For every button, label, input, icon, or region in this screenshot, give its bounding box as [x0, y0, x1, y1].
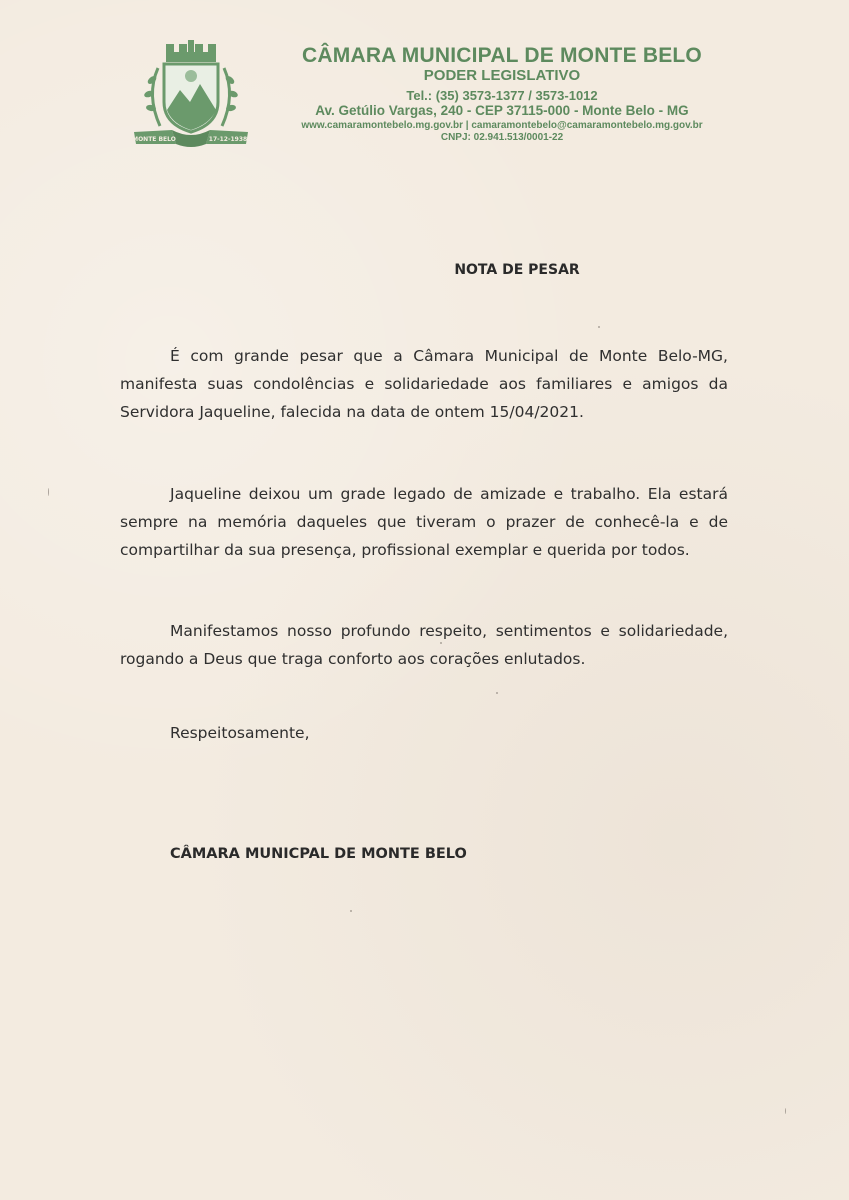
- paragraph-2: Jaqueline deixou um grade legado de amizade e trabalho. Ela estará sempre na memória daqueles que tiveram o prazer de conhecê-la e de compartilhar da sua presença, profissional exemplar e querida por todos.: [120, 485, 728, 559]
- signature-block: CÂMARA MUNICPAL DE MONTE BELO: [170, 846, 467, 862]
- paragraph-3: Manifestamos nosso profundo respeito, sentimentos e solidariedade, rogando a Deus que traga conforto aos corações enlutados.: [120, 622, 728, 668]
- institution-web-email: www.camaramontebelo.mg.gov.br | camaramontebelo@camaramontebelo.mg.gov.br: [301, 119, 703, 131]
- scan-speck: [785, 1108, 786, 1114]
- institution-phone: Tel.: (35) 3573-1377 / 3573-1012: [406, 87, 598, 103]
- closing-salutation: Respeitosamente,: [170, 724, 310, 742]
- paragraph-1: É com grande pesar que a Câmara Municipal de Monte Belo-MG, manifesta suas condolências e solidariedade aos familiares e amigos da Servidora Jaqueline, falecida na data de ontem 15/04/2021.: [120, 347, 728, 421]
- scan-speck: [440, 642, 442, 644]
- institution-address: Av. Getúlio Vargas, 240 - CEP 37115-000 - Monte Belo - MG: [315, 102, 689, 118]
- institution-title: CÂMARA MUNICIPAL DE MONTE BELO: [302, 44, 702, 67]
- scan-speck: [350, 910, 352, 912]
- crest-ribbon-right-text: 17-12-1938: [208, 136, 248, 143]
- letterhead: [262, 44, 742, 143]
- crest-ribbon-left-text: MONTE BELO: [132, 136, 176, 143]
- institution-subtitle: PODER LEGISLATIVO: [423, 67, 581, 85]
- municipal-coat-of-arms-icon: [132, 40, 250, 148]
- institution-cnpj: CNPJ: 02.941.513/0001-22: [440, 131, 564, 143]
- scan-speck: [48, 488, 49, 496]
- document-title: NOTA DE PESAR: [454, 262, 580, 278]
- scan-speck: [598, 326, 600, 328]
- scan-speck: [496, 692, 498, 694]
